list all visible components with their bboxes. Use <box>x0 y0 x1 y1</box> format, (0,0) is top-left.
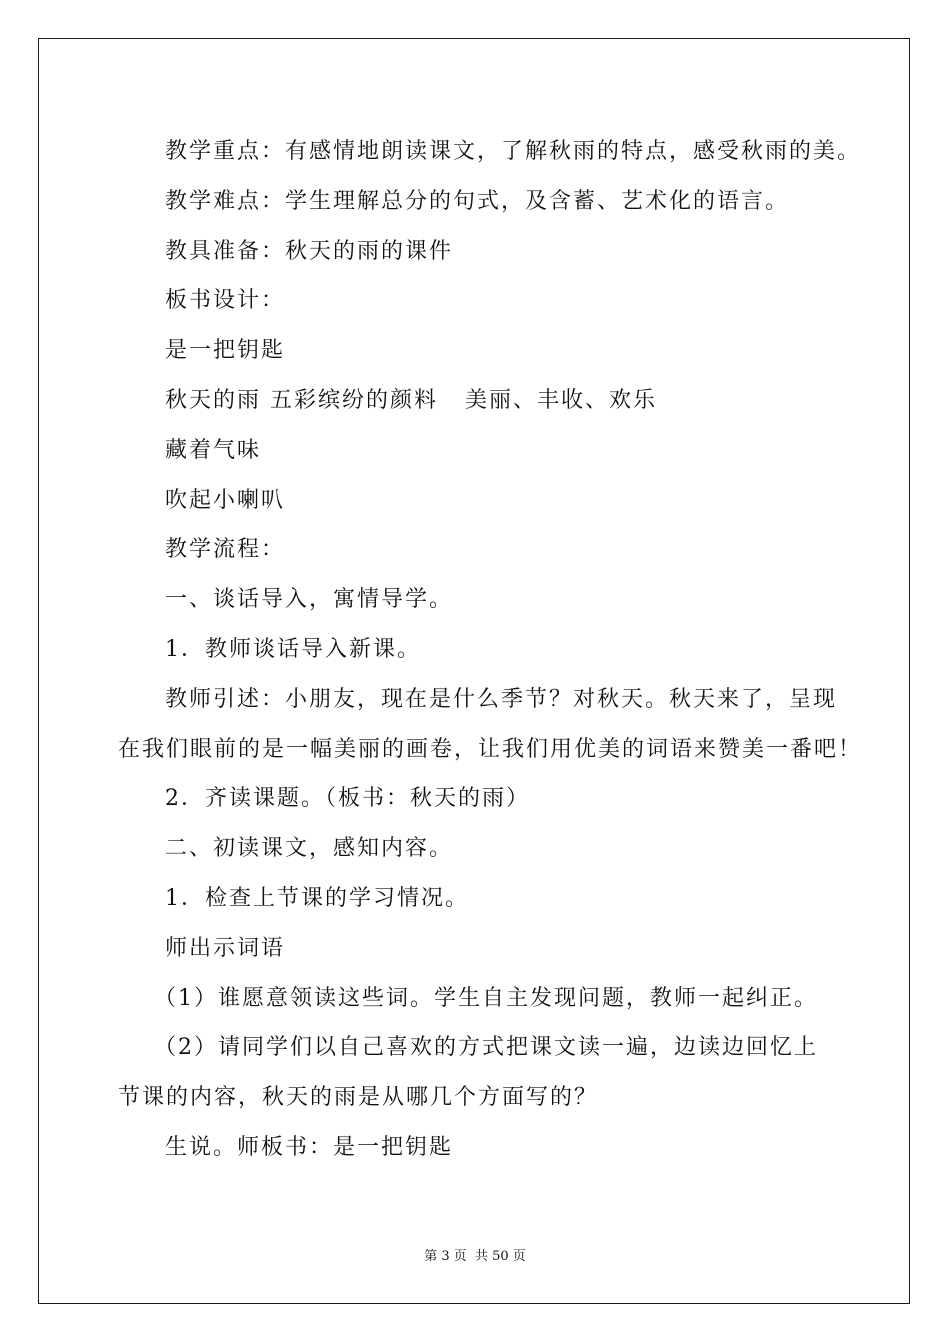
paragraph: 师出示词语 <box>165 935 286 961</box>
paragraph: 在我们眼前的是一幅美丽的画卷，让我们用优美的词语来赞美一番吧！ <box>118 736 863 762</box>
paragraph: 教学难点：学生理解总分的句式，及含蓄、艺术化的语言。 <box>165 188 790 214</box>
document-body <box>118 127 863 1173</box>
paragraph: 教学重点：有感情地朗读课文，了解秋雨的特点，感受秋雨的美。 <box>165 139 862 164</box>
paragraph: （2）请同学们以自己喜欢的方式把课文读一遍，边读边回忆上 <box>154 1035 818 1061</box>
paragraph: （1）谁愿意领读这些词。学生自主发现问题，教师一起纠正。 <box>154 985 818 1011</box>
paragraph: 教学流程： <box>165 537 286 563</box>
paragraph: 2．齐读课题。（板书：秋天的雨） <box>165 786 530 812</box>
paragraph: 节课的内容，秋天的雨是从哪几个方面写的？ <box>118 1085 599 1111</box>
paragraph: 生说。师板书：是一把钥匙 <box>165 1134 454 1160</box>
paragraph: 一、谈话导入，寓情导学。 <box>165 587 454 613</box>
paragraph: 二、初读课文，感知内容。 <box>165 836 454 862</box>
paragraph: 吹起小喇叭 <box>165 487 286 513</box>
paragraph: 1．检查上节课的学习情况。 <box>165 885 469 911</box>
paragraph: 教具准备：秋天的雨的课件 <box>165 238 454 264</box>
paragraph: 1．教师谈话导入新课。 <box>165 636 421 662</box>
page-number-footer: 第 3 页 共 50 页 <box>424 1249 526 1264</box>
paragraph: 是一把钥匙 <box>165 338 286 364</box>
paragraph: 秋天的雨 五彩缤纷的颜料 美丽、丰收、欢乐 <box>165 387 657 413</box>
paragraph: 藏着气味 <box>165 437 262 463</box>
paragraph: 教师引述：小朋友，现在是什么季节？对秋天。秋天来了，呈现 <box>165 686 838 712</box>
paragraph: 板书设计： <box>165 288 286 314</box>
